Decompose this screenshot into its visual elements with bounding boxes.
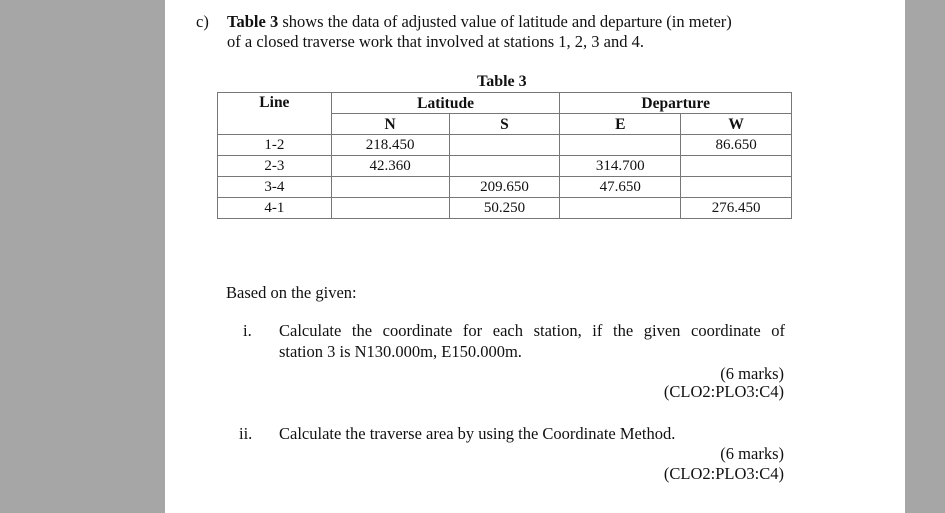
- header-s: S: [449, 114, 560, 135]
- cell-w: 86.650: [681, 135, 792, 156]
- clo-label: (CLO2:PLO3:C4): [663, 382, 784, 401]
- header-n: N: [331, 114, 449, 135]
- header-latitude: Latitude: [331, 93, 560, 114]
- clo-label: (CLO2:PLO3:C4): [663, 464, 784, 483]
- question-text-line2: of a closed traverse work that involved at stations 1, 2, 3 and 4.: [227, 32, 644, 51]
- table-row: [218, 156, 792, 177]
- based-on-text: Based on the given:: [226, 283, 357, 302]
- header-line: Line: [218, 93, 332, 135]
- table-row: [218, 198, 792, 219]
- question-text-line1: [227, 12, 732, 32]
- cell-line: 1-2: [218, 135, 332, 156]
- cell-s: 209.650: [449, 177, 560, 198]
- cell-w: 276.450: [681, 198, 792, 219]
- question-text-rest: shows the data of adjusted value of latitude and departure (in meter): [278, 12, 732, 31]
- cell-w: [681, 177, 792, 198]
- question-label: c): [196, 12, 209, 31]
- table-header-row: [218, 93, 792, 114]
- cell-e: 47.650: [560, 177, 681, 198]
- cell-line: 3-4: [218, 177, 332, 198]
- marks-label: (6 marks): [720, 364, 784, 383]
- cell-n: 42.360: [331, 156, 449, 177]
- document-page: [165, 0, 905, 513]
- cell-n: [331, 198, 449, 219]
- table-row: [218, 177, 792, 198]
- header-departure: Departure: [560, 93, 792, 114]
- marks-label: (6 marks): [720, 444, 784, 463]
- table-row: [218, 135, 792, 156]
- cell-e: [560, 198, 681, 219]
- cell-n: [331, 177, 449, 198]
- cell-s: [449, 135, 560, 156]
- item-text-line1: Calculate the traverse area by using the Coordinate Method.: [279, 424, 676, 443]
- cell-s: 50.250: [449, 198, 560, 219]
- header-e: E: [560, 114, 681, 135]
- table-reference: Table 3: [227, 12, 279, 31]
- cell-line: 2-3: [218, 156, 332, 177]
- cell-line: 4-1: [218, 198, 332, 219]
- traverse-table: [217, 92, 792, 219]
- header-w: W: [681, 114, 792, 135]
- table-title: Table 3: [477, 73, 527, 90]
- item-text-line1: Calculate the coordinate for each station, if the given coordinate of: [279, 321, 785, 340]
- item-text-line2: station 3 is N130.000m, E150.000m.: [279, 342, 522, 361]
- cell-w: [681, 156, 792, 177]
- cell-e: [560, 135, 681, 156]
- cell-n: 218.450: [331, 135, 449, 156]
- cell-s: [449, 156, 560, 177]
- item-number: i.: [243, 321, 252, 340]
- item-number: ii.: [239, 424, 253, 443]
- cell-e: 314.700: [560, 156, 681, 177]
